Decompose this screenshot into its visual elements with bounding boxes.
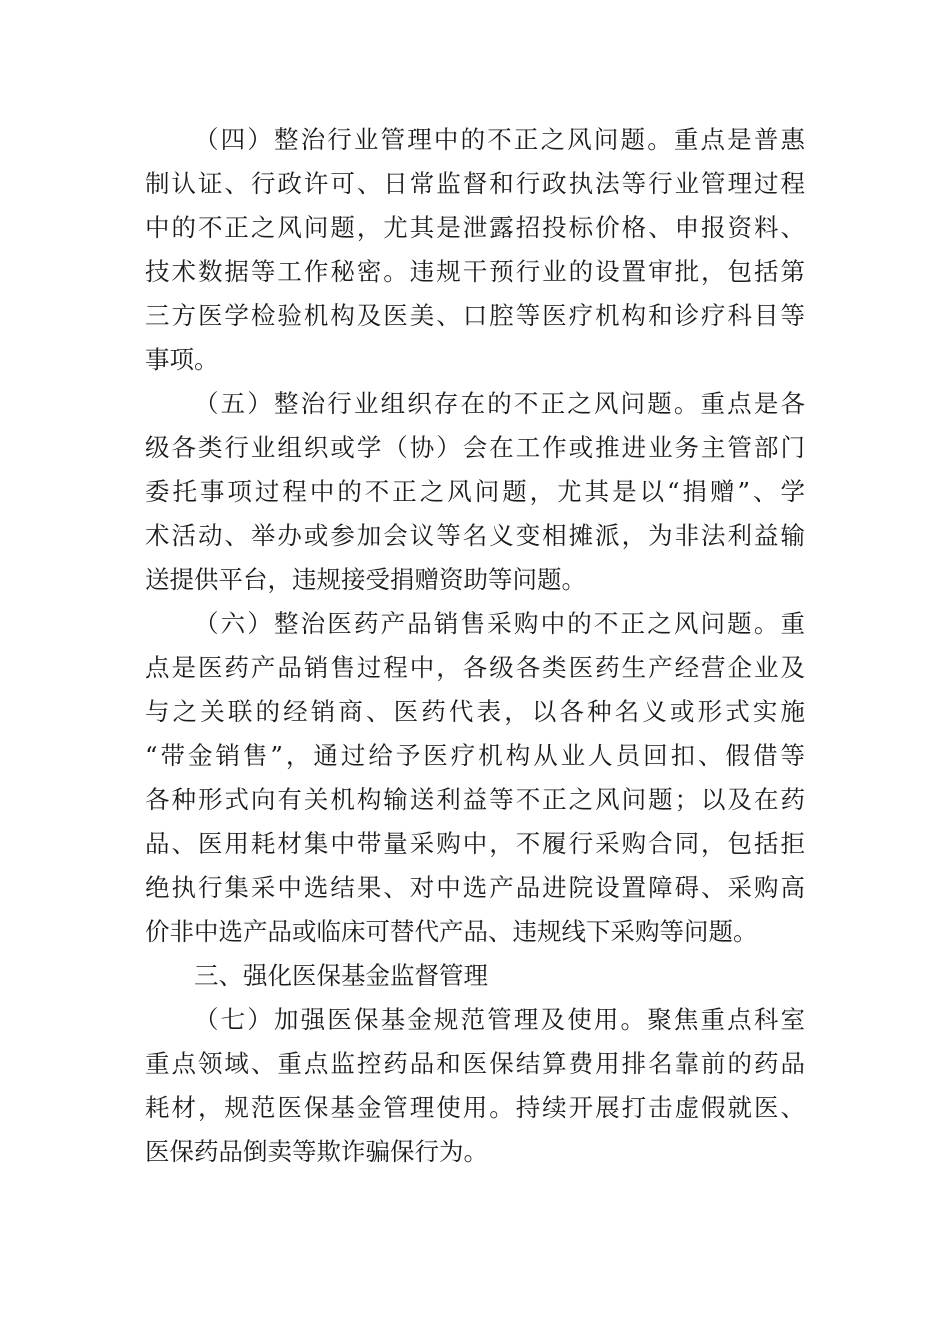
paragraph-5-line-4: 术活动、举办或参加会议等名义变相摊派，为非法利益输 xyxy=(145,521,805,550)
paragraph-6-line-4: “带金销售”，通过给予医疗机构从业人员回扣、假借等 xyxy=(145,741,805,770)
paragraph-5-line-1: （五）整治行业组织存在的不正之风问题。重点是各 xyxy=(194,389,805,418)
paragraph-7-line-2: 重点领域、重点监控药品和医保结算费用排名靠前的药品 xyxy=(145,1049,805,1078)
section-heading-3: 三、强化医保基金监督管理 xyxy=(194,961,488,990)
paragraph-4-line-6: 事项。 xyxy=(145,345,219,374)
paragraph-7-line-4: 医保药品倒卖等欺诈骗保行为。 xyxy=(145,1137,488,1166)
paragraph-7-line-3: 耗材，规范医保基金管理使用。持续开展打击虚假就医、 xyxy=(145,1093,805,1122)
paragraph-4-line-5: 三方医学检验机构及医美、口腔等医疗机构和诊疗科目等 xyxy=(145,301,805,330)
paragraph-6-line-1: （六）整治医药产品销售采购中的不正之风问题。重 xyxy=(194,609,805,638)
paragraph-4-line-1: （四）整治行业管理中的不正之风问题。重点是普惠 xyxy=(194,125,805,154)
paragraph-4-line-2: 制认证、行政许可、日常监督和行政执法等行业管理过程 xyxy=(145,169,805,198)
paragraph-6-line-3: 与之关联的经销商、医药代表，以各种名义或形式实施 xyxy=(145,697,805,726)
paragraph-6-line-7: 绝执行集采中选结果、对中选产品进院设置障碍、采购高 xyxy=(145,873,805,902)
paragraph-5-line-3: 委托事项过程中的不正之风问题，尤其是以“捐赠”、学 xyxy=(145,477,805,506)
paragraph-5-line-5: 送提供平台，违规接受捐赠资助等问题。 xyxy=(145,565,586,594)
paragraph-4-line-4: 技术数据等工作秘密。违规干预行业的设置审批，包括第 xyxy=(145,257,805,286)
paragraph-6-line-2: 点是医药产品销售过程中，各级各类医药生产经营企业及 xyxy=(145,653,805,682)
paragraph-6-line-8: 价非中选产品或临床可替代产品、违规线下采购等问题。 xyxy=(145,917,758,946)
paragraph-5-line-2: 级各类行业组织或学（协）会在工作或推进业务主管部门 xyxy=(145,433,805,462)
paragraph-7-line-1: （七）加强医保基金规范管理及使用。聚焦重点科室 xyxy=(194,1005,805,1034)
paragraph-6-line-6: 品、医用耗材集中带量采购中，不履行采购合同，包括拒 xyxy=(145,829,805,858)
paragraph-4-line-3: 中的不正之风问题，尤其是泄露招投标价格、申报资料、 xyxy=(145,213,805,242)
paragraph-6-line-5: 各种形式向有关机构输送利益等不正之风问题；以及在药 xyxy=(145,785,805,814)
